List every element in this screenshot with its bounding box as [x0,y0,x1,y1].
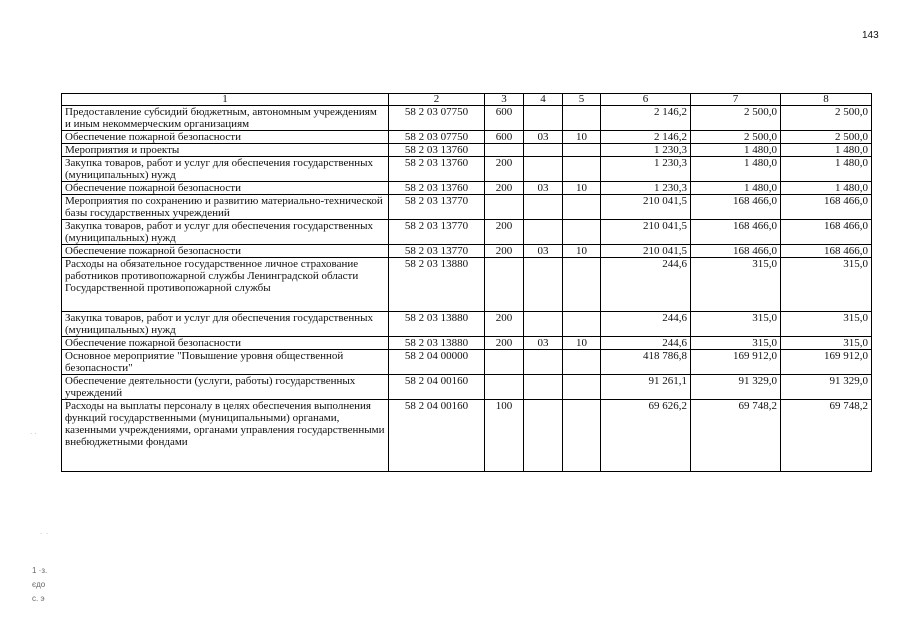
row-value-8: 315,0 [781,312,872,337]
row-code: 58 2 03 07750 [389,131,485,144]
row-col4 [524,375,563,400]
row-value-8: 1 480,0 [781,182,872,195]
row-col5 [563,258,601,312]
row-col3: 600 [485,131,524,144]
row-code: 58 2 03 13770 [389,195,485,220]
row-name: Обеспечение пожарной безопасности [62,337,389,350]
row-value-8: 168 466,0 [781,245,872,258]
scan-speck: · · [30,430,37,438]
row-col5 [563,375,601,400]
row-value-7: 168 466,0 [691,195,781,220]
header-cell: 5 [563,94,601,106]
row-value-7: 2 500,0 [691,131,781,144]
row-col5 [563,157,601,182]
table-row [62,400,872,472]
row-name: Расходы на обязательное государственное личное страхование работников противопожарной службы Ленинградской области Государственной противопожарной службы [62,258,389,312]
margin-mark: 1 ·з. [32,566,48,575]
row-code: 58 2 03 13880 [389,312,485,337]
row-col5 [563,312,601,337]
row-code: 58 2 04 00160 [389,400,485,472]
row-value-8: 315,0 [781,337,872,350]
row-value-7: 168 466,0 [691,220,781,245]
row-col5 [563,400,601,472]
row-value-6: 1 230,3 [601,157,691,182]
row-name: Обеспечение деятельности (услуги, работы) государственных учреждений [62,375,389,400]
row-col3 [485,144,524,157]
table-row [62,245,872,258]
row-value-6: 244,6 [601,258,691,312]
table-row [62,258,872,312]
row-col3 [485,375,524,400]
row-value-8: 91 329,0 [781,375,872,400]
row-value-6: 244,6 [601,312,691,337]
scan-speck: · · [40,530,49,538]
row-col5: 10 [563,182,601,195]
table-row [62,106,872,131]
header-cell: 6 [601,94,691,106]
row-col5 [563,220,601,245]
row-value-8: 1 480,0 [781,157,872,182]
row-col5 [563,195,601,220]
row-code: 58 2 03 13880 [389,258,485,312]
row-code: 58 2 03 13880 [389,337,485,350]
page-number: 143 [862,30,879,41]
row-col3: 200 [485,157,524,182]
table-row [62,131,872,144]
row-value-7: 69 748,2 [691,400,781,472]
row-col4 [524,350,563,375]
row-name: Основное мероприятие "Повышение уровня общественной безопасности" [62,350,389,375]
row-col4 [524,157,563,182]
row-col5: 10 [563,131,601,144]
row-name: Мероприятия и проекты [62,144,389,157]
row-value-6: 1 230,3 [601,144,691,157]
row-col4 [524,258,563,312]
row-col4: 03 [524,182,563,195]
row-value-6: 2 146,2 [601,106,691,131]
header-row [62,94,872,106]
row-value-7: 315,0 [691,337,781,350]
row-value-8: 1 480,0 [781,144,872,157]
row-code: 58 2 03 13760 [389,144,485,157]
row-col3 [485,195,524,220]
table-row [62,337,872,350]
row-value-8: 69 748,2 [781,400,872,472]
row-value-6: 418 786,8 [601,350,691,375]
row-name: Обеспечение пожарной безопасности [62,182,389,195]
row-col5: 10 [563,245,601,258]
row-value-7: 1 480,0 [691,182,781,195]
row-name: Закупка товаров, работ и услуг для обеспечения государственных (муниципальных) нужд [62,220,389,245]
table-row [62,157,872,182]
row-col3: 200 [485,245,524,258]
header-cell: 8 [781,94,872,106]
row-value-8: 2 500,0 [781,131,872,144]
header-cell: 1 [62,94,389,106]
row-value-7: 1 480,0 [691,144,781,157]
row-name: Обеспечение пожарной безопасности [62,131,389,144]
row-code: 58 2 03 13770 [389,245,485,258]
row-col4 [524,312,563,337]
row-col5: 10 [563,337,601,350]
table-row [62,182,872,195]
row-col3: 600 [485,106,524,131]
row-name: Закупка товаров, работ и услуг для обеспечения государственных (муниципальных) нужд [62,157,389,182]
row-col3: 200 [485,337,524,350]
row-name: Закупка товаров, работ и услуг для обеспечения государственных (муниципальных) нужд [62,312,389,337]
row-col3: 200 [485,182,524,195]
row-value-6: 69 626,2 [601,400,691,472]
row-col4 [524,400,563,472]
row-value-7: 169 912,0 [691,350,781,375]
row-value-8: 168 466,0 [781,195,872,220]
row-code: 58 2 03 13770 [389,220,485,245]
row-value-7: 91 329,0 [691,375,781,400]
row-col3 [485,350,524,375]
row-col4 [524,144,563,157]
table-row [62,144,872,157]
row-value-6: 210 041,5 [601,245,691,258]
header-cell: 7 [691,94,781,106]
row-col3: 200 [485,312,524,337]
row-value-8: 169 912,0 [781,350,872,375]
table-row [62,195,872,220]
row-code: 58 2 03 13760 [389,182,485,195]
row-value-6: 210 041,5 [601,220,691,245]
row-code: 58 2 03 13760 [389,157,485,182]
row-col4 [524,106,563,131]
row-value-7: 1 480,0 [691,157,781,182]
header-cell: 4 [524,94,563,106]
row-name: Предоставление субсидий бюджетным, автономным учреждениям и иным некоммерческим организациям [62,106,389,131]
row-col3: 200 [485,220,524,245]
margin-mark: с. э [32,594,45,603]
row-value-6: 2 146,2 [601,131,691,144]
row-col3 [485,258,524,312]
row-name: Обеспечение пожарной безопасности [62,245,389,258]
row-col5 [563,144,601,157]
row-code: 58 2 03 07750 [389,106,485,131]
table-row [62,350,872,375]
row-value-6: 244,6 [601,337,691,350]
row-col3: 100 [485,400,524,472]
row-name: Мероприятия по сохранению и развитию материально-технической базы государственных учреждений [62,195,389,220]
budget-table [61,93,872,472]
row-value-6: 210 041,5 [601,195,691,220]
row-col4: 03 [524,337,563,350]
row-value-8: 315,0 [781,258,872,312]
row-col5 [563,350,601,375]
row-value-6: 1 230,3 [601,182,691,195]
row-value-7: 315,0 [691,312,781,337]
row-value-8: 2 500,0 [781,106,872,131]
row-value-6: 91 261,1 [601,375,691,400]
table-row [62,375,872,400]
table-row [62,312,872,337]
row-value-7: 315,0 [691,258,781,312]
table-row [62,220,872,245]
header-cell: 2 [389,94,485,106]
row-value-8: 168 466,0 [781,220,872,245]
row-col4: 03 [524,245,563,258]
row-col4: 03 [524,131,563,144]
row-code: 58 2 04 00000 [389,350,485,375]
margin-mark: єдо [32,580,46,589]
row-value-7: 2 500,0 [691,106,781,131]
row-col4 [524,220,563,245]
row-name: Расходы на выплаты персоналу в целях обеспечения выполнения функций государственными (муниципальными) органами, казенными учреждениями, органами управления государственными внебюджетными фондами [62,400,389,472]
row-col4 [524,195,563,220]
row-value-7: 168 466,0 [691,245,781,258]
row-col5 [563,106,601,131]
row-code: 58 2 04 00160 [389,375,485,400]
header-cell: 3 [485,94,524,106]
